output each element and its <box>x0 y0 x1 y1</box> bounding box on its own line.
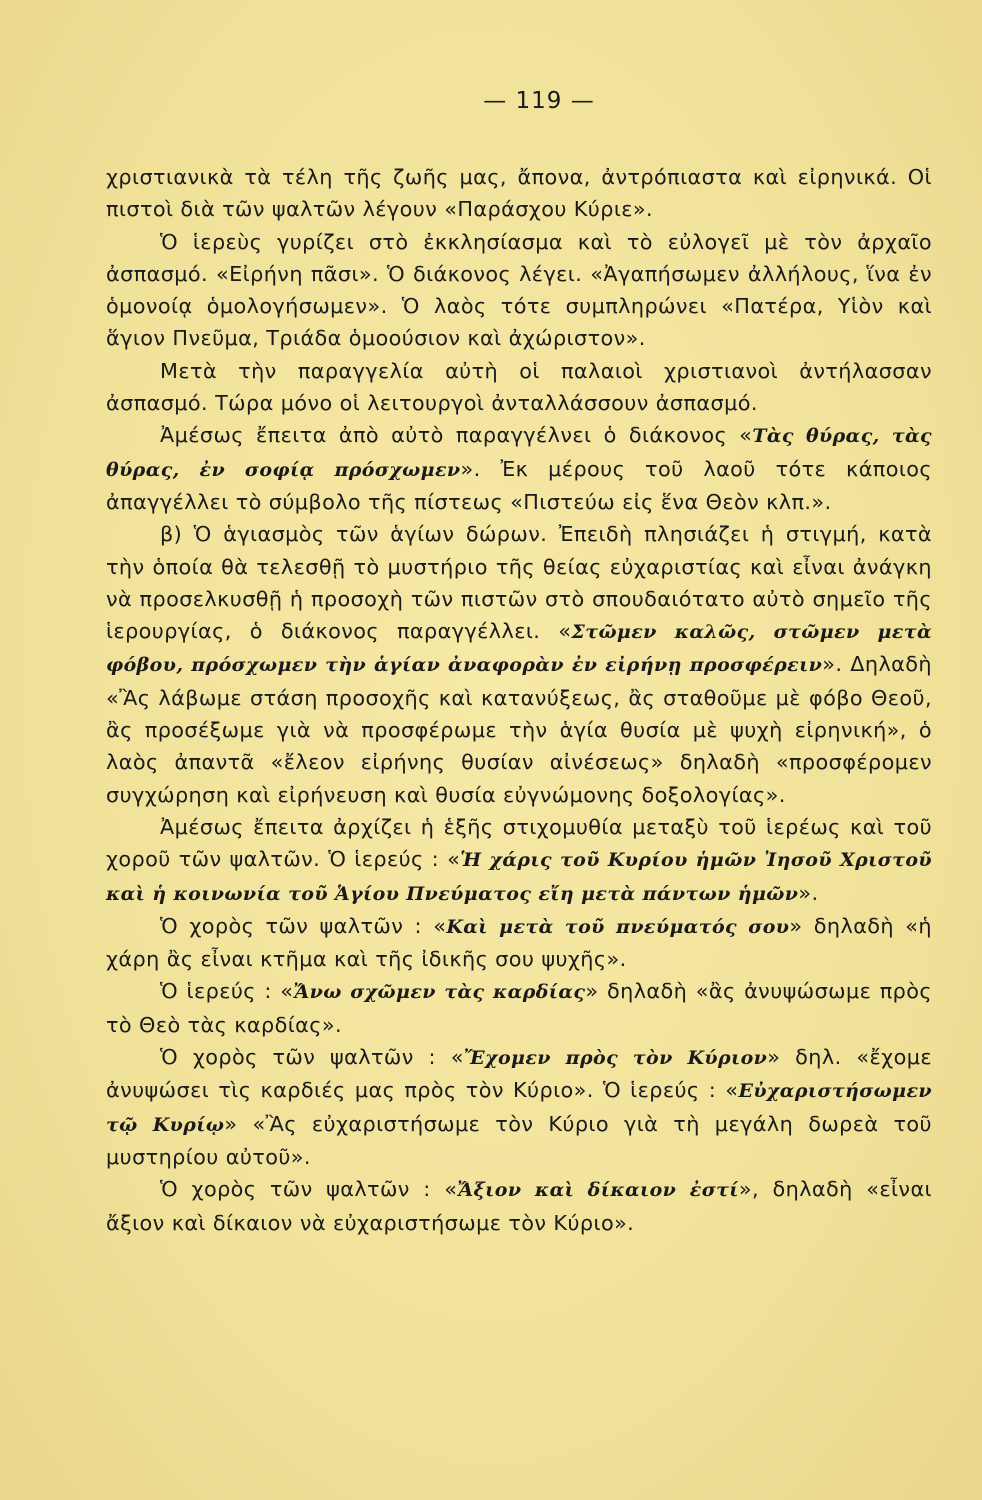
paragraph <box>106 910 932 976</box>
paragraph <box>106 161 932 226</box>
text-run: » δηλαδὴ «ἂς ἀνυψώσωμε πρὸς τὸ Θεὸ τὰς καρδίας». <box>106 979 932 1037</box>
liturgical-quote: Εὐχαριστήσωμεν τῷ Κυρίῳ <box>106 1080 932 1136</box>
paragraph <box>106 226 932 355</box>
liturgical-quote: Στῶμεν καλῶς, στῶμεν μετὰ φόβου, πρόσχωμεν τὴν ἁγίαν ἀναφορὰν ἐν εἰρήνῃ προσφέρειν <box>106 621 932 677</box>
text-run: χριστιανικὰ τὰ τέλη τῆς ζωῆς μας, ἄπονα, ἀντρόπιαστα καὶ εἰρηνικά. Οἱ πιστοὶ διὰ τῶν ψαλτῶν λέγουν «Παράσχου Κύριε». <box>106 165 932 222</box>
paragraph <box>106 975 932 1041</box>
text-run: Ὁ ἱερεύς : « <box>160 979 294 1004</box>
text-run: β) Ὁ ἁγιασμὸς τῶν ἁγίων δώρων. Ἐπειδὴ πλησιάζει ἡ στιγμή, κατὰ τὴν ὁποία θὰ τελεσθῇ τὸ μυστήριο τῆς θείας εὐχαριστίας καὶ εἶναι ἀνάγκη νὰ προσελκυσθῇ ἡ προσοχὴ τῶν πιστῶν στὸ σπουδαιότατο αὐτὸ σημεῖο τῆς ἱερουργίας, ὁ διάκονος παραγγέλλει. « <box>106 522 932 644</box>
text-run: » «Ἂς εὐχαριστήσωμε τὸν Κύριο γιὰ τὴ μεγάλη δωρεὰ τοῦ μυστηρίου αὐτοῦ». <box>106 1111 932 1169</box>
text-run: Ὁ χορὸς τῶν ψαλτῶν : « <box>160 913 447 938</box>
paragraph <box>106 355 932 420</box>
text-run: Ἀμέσως ἔπειτα ἀρχίζει ἡ ἑξῆς στιχομυθία μεταξὺ τοῦ ἱερέως καὶ τοῦ χοροῦ τῶν ψαλτῶν. Ὁ ἱερεύς : « <box>106 814 932 872</box>
text-run: ». <box>798 880 819 905</box>
paragraph <box>106 811 932 910</box>
paragraph <box>106 419 932 518</box>
paragraph <box>106 1041 932 1173</box>
liturgical-quote: Ἄνω σχῶμεν τὰς καρδίας <box>293 981 586 1004</box>
liturgical-quote: Ἔχομεν πρὸς τὸν Κύριον <box>463 1047 768 1070</box>
paragraph <box>106 1173 932 1239</box>
text-run: ». Ἐκ μέρους τοῦ λαοῦ τότε κάποιος ἀπαγγέλλει τὸ σύμβολο τῆς πίστεως «Πιστεύω εἰς ἕνα Θεὸν κλπ.». <box>106 456 933 514</box>
text-run: Ὁ χορὸς τῶν ψαλτῶν : « <box>160 1045 464 1070</box>
text-run: Ἀμέσως ἔπειτα ἀπὸ αὐτὸ παραγγέλνει ὁ διάκονος « <box>160 423 753 448</box>
text-run: » δηλ. «ἔχομε ἀνυψώσει τὶς καρδιές μας πρὸς τὸν Κύριο». Ὁ ἱερεύς : « <box>106 1045 932 1103</box>
page-number: — 119 — <box>483 88 595 114</box>
text-run: » δηλαδὴ «ἡ χάρη ἂς εἶναι κτῆμα καὶ τῆς ἰδικῆς σου ψυχῆς». <box>106 913 933 972</box>
liturgical-quote: Ἡ χάρις τοῦ Κυρίου ἡμῶν Ἰησοῦ Χριστοῦ καὶ ἡ κοινωνία τοῦ Ἁγίου Πνεύματος εἴη μετὰ πάντων ἡμῶν <box>106 849 932 905</box>
liturgical-quote: Ἄξιον καὶ δίκαιον ἐστί <box>457 1179 739 1202</box>
text-run: Ὁ χορὸς τῶν ψαλτῶν : « <box>160 1177 458 1202</box>
text-run: », δηλαδὴ «εἶναι ἄξιον καὶ δίκαιον νὰ εὐχαριστήσωμε τὸν Κύριο». <box>106 1177 932 1235</box>
paragraph <box>106 518 932 811</box>
body-text <box>106 161 932 1239</box>
text-run: Μετὰ τὴν παραγγελία αὐτὴ οἱ παλαιοὶ χριστιανοὶ ἀντήλασσαν ἀσπασμό. Τώρα μόνο οἱ λειτουργοὶ ἀνταλλάσσουν ἀσπασμό. <box>106 358 932 416</box>
text-run: Ὁ ἱερεὺς γυρίζει στὸ ἐκκλησίασμα καὶ τὸ εὐλογεῖ μὲ τὸν ἀρχαῖο ἀσπασμό. «Εἰρήνη πᾶσι». Ὁ διάκονος λέγει. «Ἀγαπήσωμεν ἀλλήλους, ἵνα ἐν ὁμονοίᾳ ὁμολογήσωμεν». Ὁ λαὸς τότε συμπληρώνει «Πατέρα, Υἱὸν καὶ ἅγιον Πνεῦμα, Τριάδα ὁμοούσιον καὶ ἀχώριστον». <box>106 229 932 351</box>
text-run: ». Δηλαδὴ «Ἂς λάβωμε στάση προσοχῆς καὶ κατανύξεως, ἂς σταθοῦμε μὲ φόβο Θεοῦ, ἂς προσέξωμε γιὰ νὰ προσφέρωμε τὴν ἁγία θυσία μὲ ψυχὴ εἰρηνική», ὁ λαὸς ἀπαντᾶ «ἔλεον εἰρήνης θυσίαν αἰνέσεως» δηλαδὴ «προσφέρομεν συγχώρηση καὶ εἰρήνευση καὶ θυσία εὐγνώμονης δοξολογίας». <box>106 652 933 807</box>
liturgical-quote: Καὶ μετὰ τοῦ πνεύματός σου <box>446 915 790 938</box>
liturgical-quote: Τὰς θύρας, τὰς θύρας, ἐν σοφίᾳ πρόσχωμεν <box>106 425 932 481</box>
